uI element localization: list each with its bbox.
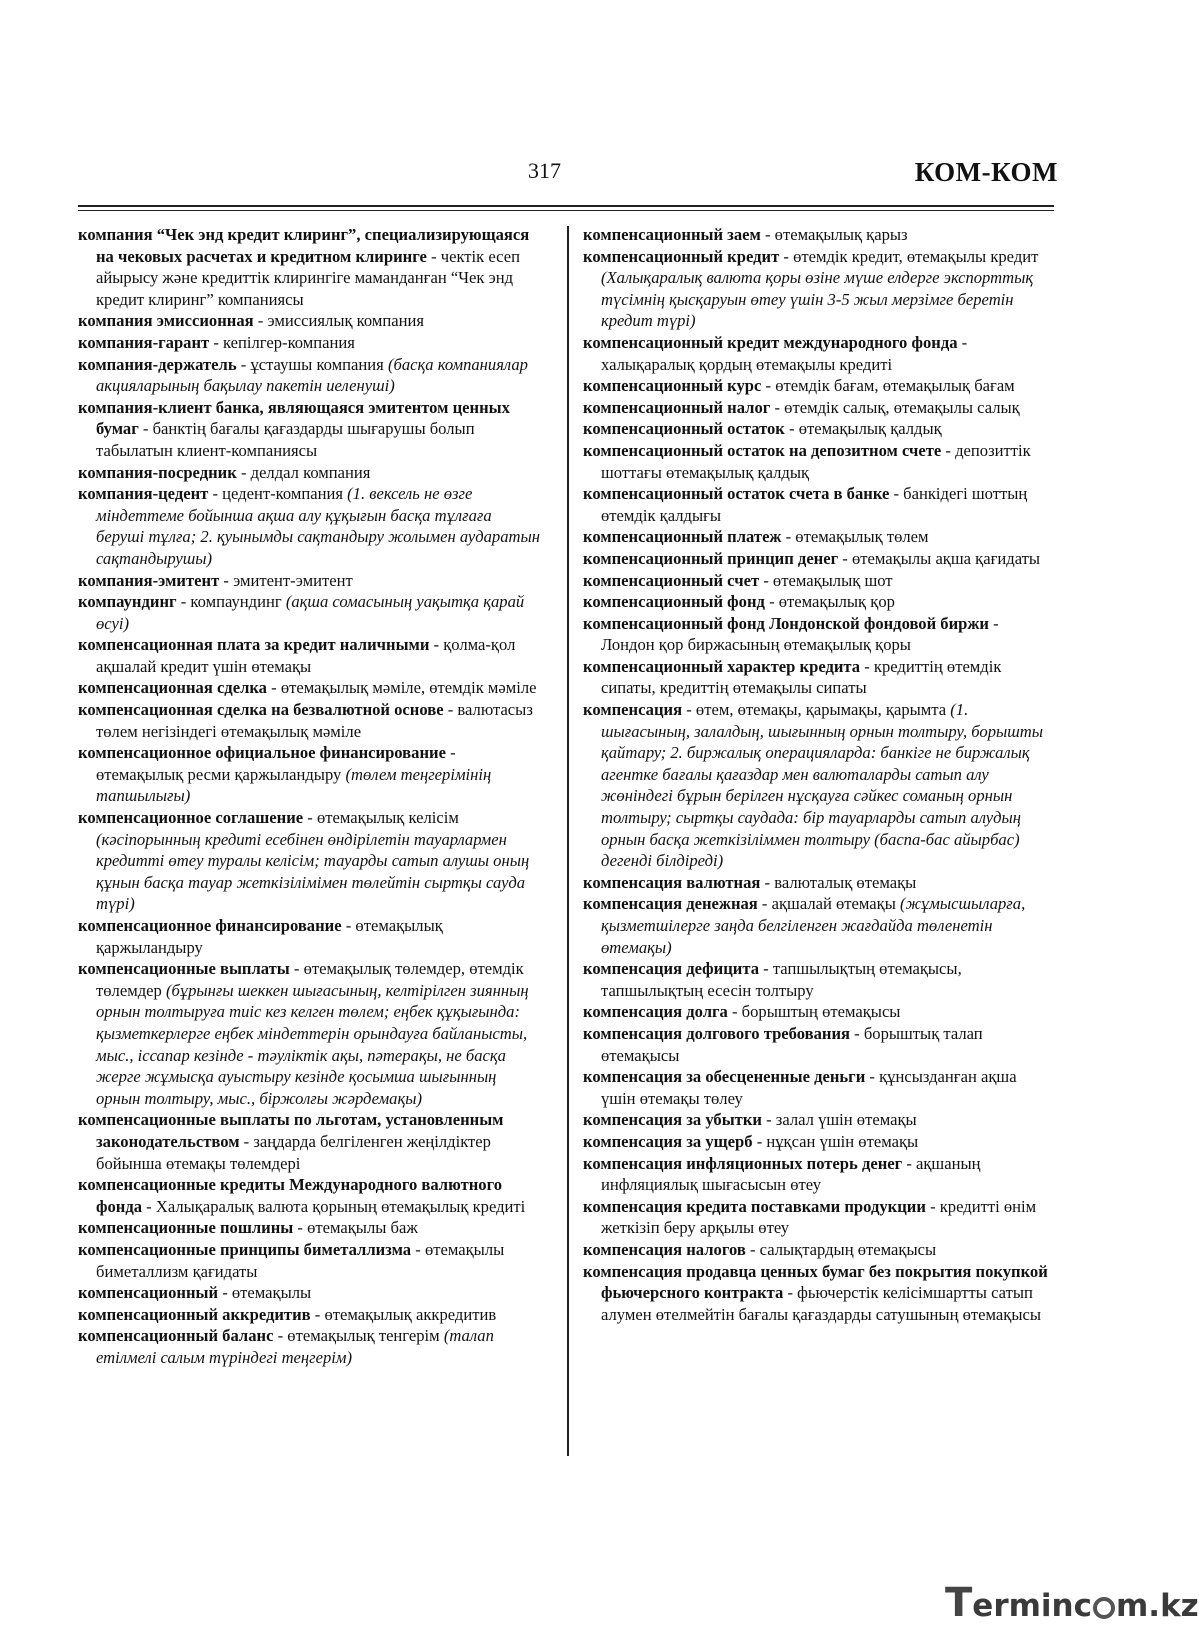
entry-term: компенсация кредита поставками продукции bbox=[583, 1196, 926, 1216]
entry-note: (басқа компаниялар акцияларының бақылау пакетін иеленуші) bbox=[96, 354, 528, 396]
entry-definition: өтемақылы bbox=[231, 1283, 312, 1303]
dictionary-entry: компания эмиссионная - эмиссиялық компания bbox=[78, 311, 425, 331]
entry-term: компенсационный налог bbox=[583, 397, 771, 417]
entry-definition: цедент-компания bbox=[222, 484, 343, 504]
dictionary-entry: компенсация налогов - салықтардың өтемақысы bbox=[583, 1239, 937, 1259]
dictionary-entry: компенсационное официальное финансирование - өтемақылық ресми қаржыландыру (төлем теңгерімінің тапшылығы) bbox=[78, 743, 492, 806]
entry-definition: өтемақылық мәміле, өтемдік мәміле bbox=[280, 678, 537, 698]
entry-definition: ұстаушы компания bbox=[250, 354, 384, 374]
entry-term: компенсационные выплаты bbox=[78, 959, 290, 979]
entry-definition: тапшылықтың өтемақысы, тапшылықтың есесін толтыру bbox=[601, 959, 962, 1000]
dictionary-entry: компенсационный аккредитив - өтемақылық аккредитив bbox=[78, 1304, 497, 1324]
dictionary-entry: компенсационный заем - өтемақылық қарыз bbox=[583, 225, 908, 244]
entry-definition: депозиттік шоттағы өтемақылық қалдық bbox=[601, 440, 1031, 482]
entry-note: (төлем теңгерімінің тапшылығы) bbox=[96, 764, 492, 806]
entry-definition: компаундинг bbox=[190, 592, 282, 612]
entry-term: компенсационный счет bbox=[583, 570, 760, 590]
dictionary-entry: компенсационный кредит международного фонда - халықаралық қордың өтемақылы кредиті bbox=[583, 332, 968, 374]
dictionary-entry: компенсация за ущерб - нұқсан үшін өтемақы bbox=[583, 1131, 919, 1151]
logo-ring-icon bbox=[1093, 1597, 1115, 1619]
entry-definition: өтемақылы биметаллизм қағидаты bbox=[96, 1239, 505, 1281]
entry-term: компенсационный остаток на депозитном счете bbox=[583, 440, 942, 460]
entry-definition: кредитті өнім жеткізіп беру арқылы өтеу bbox=[601, 1196, 1037, 1238]
dictionary-entry: компенсационная сделка - өтемақылық мәміле, өтемдік мәміле bbox=[78, 678, 537, 698]
entry-term: компания “Чек энд кредит клиринг”, специализирующаяся на чековых расчетах и кредитном клиринге bbox=[78, 225, 530, 266]
entry-definition: халықаралық қордың өтемақылы кредиті bbox=[601, 354, 893, 374]
dictionary-entry: компенсация - өтем, өтемақы, қарымақы, қарымта (1. шығасының, залалдың, шығынның орнын толтыру, борышты қайтару; 2. биржалық операцияларда: банкіге не биржалық агентке бағалы қағаздар мен валюталарды сатып алу жөніндегі бұрын берілген нұсқауға сәйкес соманың орнын толтыру; сыртқы саудада: бір тауарларды сатып алудың орнын басқа жеткізіліммен толтыру (баспа-бас айырбас) дегенді білдіреді) bbox=[583, 700, 1043, 871]
entry-term: компания-эмитент bbox=[78, 570, 220, 590]
header-rule-bottom bbox=[78, 210, 1054, 211]
entry-term: компаундинг bbox=[78, 592, 177, 612]
entry-definition: өтемақылы ақша қағидаты bbox=[851, 548, 1041, 568]
dictionary-entry: компенсация за убытки - залал үшін өтемақы bbox=[583, 1110, 917, 1130]
entry-definition: эмиссиялық компания bbox=[267, 311, 425, 331]
entry-definition: заңдарда белгіленген жеңілдіктер бойынша өтемақы төлемдері bbox=[96, 1131, 491, 1173]
entry-term: компенсационный баланс bbox=[78, 1326, 274, 1346]
dictionary-entry: компенсационная плата за кредит наличными - қолма-қол ақшалай кредит үшін өтемақы bbox=[78, 635, 516, 676]
dictionary-entry: компенсационный фонд Лондонской фондовой биржи - Лондон қор биржасының өтемақылық қоры bbox=[583, 613, 999, 655]
dictionary-entry: компенсационный остаток счета в банке - банкідегі шоттың өтемдік қалдығы bbox=[583, 484, 1028, 525]
dictionary-entry: компенсационные принципы биметаллизма - өтемақылы биметаллизм қағидаты bbox=[78, 1239, 505, 1281]
entry-definition: борыштың өтемақысы bbox=[741, 1002, 901, 1022]
entry-note: (1. вексель не өзге міндеттеме бойынша ақша алу құқығын басқа тұлғаға беруші тұлға; 2. қуынымды сақтандыру жолымен аударатын сақтандырушы) bbox=[96, 484, 540, 568]
entry-definition: өтемақылық тенгерім bbox=[287, 1326, 440, 1346]
entry-note: (талап етілмелі салым түріндегі теңгерім) bbox=[96, 1326, 494, 1367]
entry-definition: салықтардың өтемақысы bbox=[759, 1239, 937, 1259]
dictionary-entry: компенсация продавца ценных бумаг без покрытия покупкой фьючерсного контракта - фьючерстік келісімшартты сатып алумен өтелмейтін бағалы қағаздарды сатушының өтемақысы bbox=[583, 1261, 1048, 1324]
entry-term: компенсация валютная bbox=[583, 872, 761, 892]
dictionary-entry: компенсационная сделка на безвалютной основе - валютасыз төлем негізіндегі өтемақылық мәміле bbox=[78, 700, 533, 741]
entry-definition: өтем, өтемақы, қарымақы, қарымта bbox=[695, 700, 947, 720]
entry-term: компенсационное официальное финансирование bbox=[78, 743, 446, 763]
dictionary-entry: компенсационный курс - өтемдік бағам, өтемақылық бағам bbox=[583, 376, 1015, 396]
dictionary-entry: компенсация долгового требования - борыштық талап өтемақысы bbox=[583, 1023, 983, 1065]
dictionary-entry: компенсационный остаток - өтемақылық қалдық bbox=[583, 419, 942, 439]
entry-definition: өтемақылық қаржыландыру bbox=[96, 916, 443, 957]
dictionary-entry: компенсационное соглашение - өтемақылық келісім (кәсіпорынның кредиті есебінен өндірілетін тауарлармен кредитті өтеу туралы келісім; тауарды сатып алушы оның құнын басқа тауар жеткізілімімен төлейтін сыртқы сауда түрі) bbox=[78, 808, 530, 914]
entry-definition: делдал компания bbox=[250, 462, 371, 482]
entry-definition: өтемақылық қарыз bbox=[774, 225, 908, 244]
entry-note: (ақша сомасының уақытқа қарай өсуі) bbox=[96, 592, 525, 633]
entry-definition: банкідегі шоттың өтемдік қалдығы bbox=[601, 484, 1028, 525]
entry-term: компенсационное финансирование bbox=[78, 916, 342, 935]
entry-term: компенсационные кредиты Международного валютного фонда bbox=[78, 1175, 502, 1216]
entry-term: компенсационный аккредитив bbox=[78, 1304, 311, 1324]
entry-term: компенсация долгового требования bbox=[583, 1023, 850, 1043]
entry-term: компания-цедент bbox=[78, 484, 209, 504]
dictionary-entry: компенсация инфляционных потерь денег - ақшаның инфляциялық шығасысын өтеу bbox=[583, 1153, 981, 1195]
dictionary-entry: компания-клиент банка, являющаяся эмитентом ценных бумаг - банктің бағалы қағаздарды шығарушы болып табылатын клиент-компаниясы bbox=[78, 397, 510, 460]
entry-definition: өтемақылық қалдық bbox=[798, 419, 942, 439]
entry-definition: ақшалай өтемақы bbox=[771, 894, 896, 914]
entry-term: компенсационные выплаты по льготам, установленным законодательством bbox=[78, 1110, 504, 1151]
entry-term: компенсационное соглашение bbox=[78, 808, 304, 828]
entry-term: компенсационный bbox=[78, 1283, 219, 1303]
entry-definition: өтемақылық төлемдер, өтемдік төлемдер bbox=[96, 959, 524, 1000]
entry-term: компенсационная плата за кредит наличными bbox=[78, 635, 430, 655]
entry-term: компенсация дефицита bbox=[583, 959, 760, 979]
entry-note: (Халықаралық валюта қоры өзіне мүше елдерге экспорттық түсімнің қысқаруын өтеу үшін 3-5 жыл мерзімге беретін кредит түрі) bbox=[601, 268, 1034, 331]
entry-definition: өтемақылық қор bbox=[778, 592, 895, 612]
entry-term: компенсация за обесцененные деньги bbox=[583, 1067, 866, 1087]
entry-term: компенсация за ущерб bbox=[583, 1131, 753, 1151]
termincom-logo bbox=[945, 1580, 1199, 1626]
entry-definition: өтемдік салық, өтемақылы салық bbox=[784, 397, 1020, 417]
entry-definition: өтемақылы баж bbox=[307, 1218, 418, 1238]
dictionary-entry: компенсационное финансирование - өтемақылық қаржыландыру bbox=[78, 916, 443, 957]
entry-definition: нұқсан үшін өтемақы bbox=[766, 1131, 919, 1151]
entry-definition: борыштық талап өтемақысы bbox=[601, 1023, 983, 1065]
entry-term: компенсационные принципы биметаллизма bbox=[78, 1239, 412, 1259]
dictionary-entry: компенсационный баланс - өтемақылық тенгерім (талап етілмелі салым түріндегі теңгерім) bbox=[78, 1326, 494, 1367]
dictionary-entry: компенсационный налог - өтемдік салық, өтемақылы салық bbox=[583, 397, 1020, 417]
entry-definition: банктің бағалы қағаздарды шығарушы болып табылатын клиент-компаниясы bbox=[96, 419, 475, 460]
entry-term: компенсационный остаток счета в банке bbox=[583, 484, 890, 504]
entry-note: (кәсіпорынның кредиті есебінен өндірілетін тауарлармен кредитті өтеу туралы келісім; тауарды сатып алушы оның құнын басқа тауар жеткізілімімен төлейтін сыртқы сауда түрі) bbox=[96, 829, 530, 914]
dictionary-entry: компенсационный кредит - өтемдік кредит, өтемақылы кредит (Халықаралық валюта қоры өзіне мүше елдерге экспорттық түсімнің қысқаруын өтеу үшін 3-5 жыл мерзімге беретін кредит түрі) bbox=[583, 246, 1039, 331]
entry-definition: өтемақылық аккредитив bbox=[324, 1304, 497, 1324]
entry-term: компания-посредник bbox=[78, 462, 237, 482]
entry-definition: залал үшін өтемақы bbox=[775, 1110, 917, 1130]
dictionary-entry: компания-эмитент - эмитент-эмитент bbox=[78, 570, 353, 590]
entry-term: компенсационная сделка на безвалютной основе bbox=[78, 700, 444, 720]
dictionary-entry: компенсационные выплаты - өтемақылық төлемдер, өтемдік төлемдер (бұрынғы шеккен шығасының, келтірілген зиянның орнын толтыруға тиіс кез келген төлем; еңбек құқығында: қызметкерлерге еңбек міндеттерін орындауға байланысты, мыс., іссапар кезінде - тәуліктік ақы, пәтерақы, не басқа жерге жұмысқа ауыстыру кезінде қосымша шығынның орнын толтыру, мыс., біржолғы жәрдемақы) bbox=[78, 959, 529, 1108]
entry-term: компания-держатель bbox=[78, 354, 237, 374]
dictionary-entry: компенсационный платеж - өтемақылық төлем bbox=[583, 527, 929, 547]
entry-definition: өтемдік бағам, өтемақылық бағам bbox=[775, 376, 1015, 396]
dictionary-entry: компенсационный принцип денег - өтемақылы ақша қағидаты bbox=[583, 548, 1041, 568]
entry-term: компенсационный курс bbox=[583, 376, 762, 396]
entry-term: компенсация за убытки bbox=[583, 1110, 762, 1130]
column-divider bbox=[567, 226, 569, 1456]
entry-term: компенсация инфляционных потерь денег bbox=[583, 1153, 903, 1173]
logo-text: erminc bbox=[972, 1588, 1092, 1624]
dictionary-entry: компенсационный фонд - өтемақылық қор bbox=[583, 592, 895, 612]
running-head: КОМ-КОМ bbox=[914, 157, 1058, 187]
entry-term: компенсационный фонд bbox=[583, 592, 765, 612]
entry-definition: өтемдік кредит, өтемақылы кредит bbox=[793, 246, 1039, 266]
entry-term: компенсационная сделка bbox=[78, 678, 267, 698]
entry-definition: өтемақылық төлем bbox=[795, 527, 929, 547]
left-column bbox=[78, 224, 540, 1368]
entry-note: (1. шығасының, залалдың, шығынның орнын толтыру, борышты қайтару; 2. биржалық операцияларда: банкіге не биржалық агентке бағалы қағаздар мен валюталарды сатып алу жөніндегі бұрын берілген нұсқауға сәйкес соманың орнын толтыру; сыртқы саудада: бір тауарларды сатып алудың орнын басқа жеткізіліммен толтыру (баспа-бас айырбас) дегенді білдіреді) bbox=[601, 700, 1043, 871]
dictionary-entry: компенсационные пошлины - өтемақылы баж bbox=[78, 1218, 418, 1238]
entry-term: компания эмиссионная bbox=[78, 311, 254, 331]
dictionary-entry: компенсационный - өтемақылы bbox=[78, 1283, 312, 1303]
entry-definition: құнсызданған ақша үшін өтемақы төлеу bbox=[601, 1067, 1017, 1108]
entry-definition: валютасыз төлем негізіндегі өтемақылық мәміле bbox=[96, 700, 533, 741]
entry-definition: Лондон қор биржасының өтемақылық қоры bbox=[601, 635, 911, 655]
entry-definition: қолма-қол ақшалай кредит үшін өтемақы bbox=[96, 635, 516, 676]
logo-letter-t: T bbox=[945, 1580, 973, 1626]
dictionary-entry: компания-держатель - ұстаушы компания (басқа компаниялар акцияларының бақылау пакетін иеленуші) bbox=[78, 354, 528, 396]
entry-term: компания-клиент банка, являющаяся эмитентом ценных бумаг bbox=[78, 397, 510, 439]
entry-note: (бұрынғы шеккен шығасының, келтірілген зиянның орнын толтыруға тиіс кез келген төлем; еңбек құқығында: қызметкерлерге еңбек міндеттерін орындауға байланысты, мыс., іссапар кезінде - тәуліктік ақы, пәтерақы, не басқа жерге жұмысқа ауыстыру кезінде қосымша шығынның орнын толтыру, мыс., біржолғы жәрдемақы) bbox=[96, 980, 529, 1108]
header-rule-top bbox=[78, 205, 1054, 207]
dictionary-entry: компенсация кредита поставками продукции - кредитті өнім жеткізіп беру арқылы өтеу bbox=[583, 1196, 1037, 1238]
dictionary-entry: компенсация валютная - валюталық өтемақы bbox=[583, 872, 917, 892]
dictionary-entry: компенсационный счет - өтемақылық шот bbox=[583, 570, 893, 590]
dictionary-entry: компенсация за обесцененные деньги - құнсызданған ақша үшін өтемақы төлеу bbox=[583, 1067, 1017, 1108]
dictionary-entry: компенсация денежная - ақшалай өтемақы (жұмысшыларға, қызметшілерге заңда белгіленген жағдайда төленетін өтемақы) bbox=[583, 894, 1026, 957]
entry-term: компенсационный заем bbox=[583, 225, 761, 244]
entry-term: компенсационный платеж bbox=[583, 527, 782, 547]
logo-domain: m.kz bbox=[1115, 1588, 1199, 1624]
entry-definition: кепілгер-компания bbox=[223, 332, 355, 352]
dictionary-entry: компания-цедент - цедент-компания (1. вексель не өзге міндеттеме бойынша ақша алу құқығын басқа тұлғаға беруші тұлға; 2. қуынымды сақтандыру жолымен аударатын сақтандырушы) bbox=[78, 484, 540, 568]
entry-definition: фьючерстік келісімшартты сатып алумен өтелмейтін бағалы қағаздарды сатушының өтемақысы bbox=[601, 1283, 1041, 1324]
entry-definition: кредиттің өтемдік сипаты, кредиттің өтемақылы сипаты bbox=[601, 656, 1002, 698]
dictionary-entry: компенсация долга - борыштың өтемақысы bbox=[583, 1002, 901, 1022]
entry-term: компенсационный принцип денег bbox=[583, 548, 839, 568]
right-column bbox=[583, 224, 1055, 1325]
entry-term: компенсация налогов bbox=[583, 1239, 746, 1259]
entry-term: компенсация bbox=[583, 700, 683, 720]
dictionary-entry: компенсационные кредиты Международного валютного фонда - Халықаралық валюта қорының өтемақылық кредиті bbox=[78, 1175, 526, 1216]
dictionary-entry: компания “Чек энд кредит клиринг”, специализирующаяся на чековых расчетах и кредитном клиринге - чектік есеп айырысу және кредиттік клирингіге маманданған “Чек энд кредит клиринг” компаниясы bbox=[78, 225, 530, 309]
entry-term: компенсационный характер кредита bbox=[583, 656, 861, 676]
dictionary-entry: компаундинг - компаундинг (ақша сомасының уақытқа қарай өсуі) bbox=[78, 592, 525, 633]
entry-term: компенсация долга bbox=[583, 1002, 728, 1022]
dictionary-entry: компания-посредник - делдал компания bbox=[78, 462, 371, 482]
entry-term: компенсация денежная bbox=[583, 894, 758, 914]
entry-term: компенсация продавца ценных бумаг без покрытия покупкой фьючерсного контракта bbox=[583, 1261, 1048, 1303]
dictionary-entry: компенсационный остаток на депозитном счете - депозиттік шоттағы өтемақылық қалдық bbox=[583, 440, 1031, 482]
entry-definition: өтемақылық ресми қаржыландыру bbox=[96, 764, 342, 784]
entry-definition: валюталық өтемақы bbox=[774, 872, 917, 892]
dictionary-entry: компания-гарант - кепілгер-компания bbox=[78, 332, 355, 352]
entry-term: компания-гарант bbox=[78, 332, 210, 352]
entry-definition: өтемақылық шот bbox=[772, 570, 893, 590]
entry-definition: ақшаның инфляциялық шығасысын өтеу bbox=[601, 1153, 981, 1195]
entry-term: компенсационный кредит bbox=[583, 246, 780, 266]
page-number: 317 bbox=[528, 158, 561, 183]
dictionary-entry: компенсация дефицита - тапшылықтың өтемақысы, тапшылықтың есесін толтыру bbox=[583, 959, 962, 1000]
entry-definition: Халықаралық валюта қорының өтемақылық кредиті bbox=[155, 1196, 526, 1216]
entry-note: (жұмысшыларға, қызметшілерге заңда белгіленген жағдайда төленетін өтемақы) bbox=[601, 894, 1026, 957]
entry-term: компенсационный кредит международного фонда bbox=[583, 332, 958, 352]
entry-term: компенсационный фонд Лондонской фондовой биржи bbox=[583, 613, 989, 633]
entry-definition: өтемақылық келісім bbox=[316, 808, 459, 828]
dictionary-entry: компенсационные выплаты по льготам, установленным законодательством - заңдарда белгіленген жеңілдіктер бойынша өтемақы төлемдері bbox=[78, 1110, 504, 1173]
entry-term: компенсационные пошлины bbox=[78, 1218, 294, 1238]
entry-definition: эмитент-эмитент bbox=[233, 570, 353, 590]
entry-definition: чектік есеп айырысу және кредиттік клирингіге маманданған “Чек энд кредит клиринг” компаниясы bbox=[96, 246, 520, 309]
dictionary-entry: компенсационный характер кредита - кредиттің өтемдік сипаты, кредиттің өтемақылы сипаты bbox=[583, 656, 1002, 698]
entry-term: компенсационный остаток bbox=[583, 419, 785, 439]
